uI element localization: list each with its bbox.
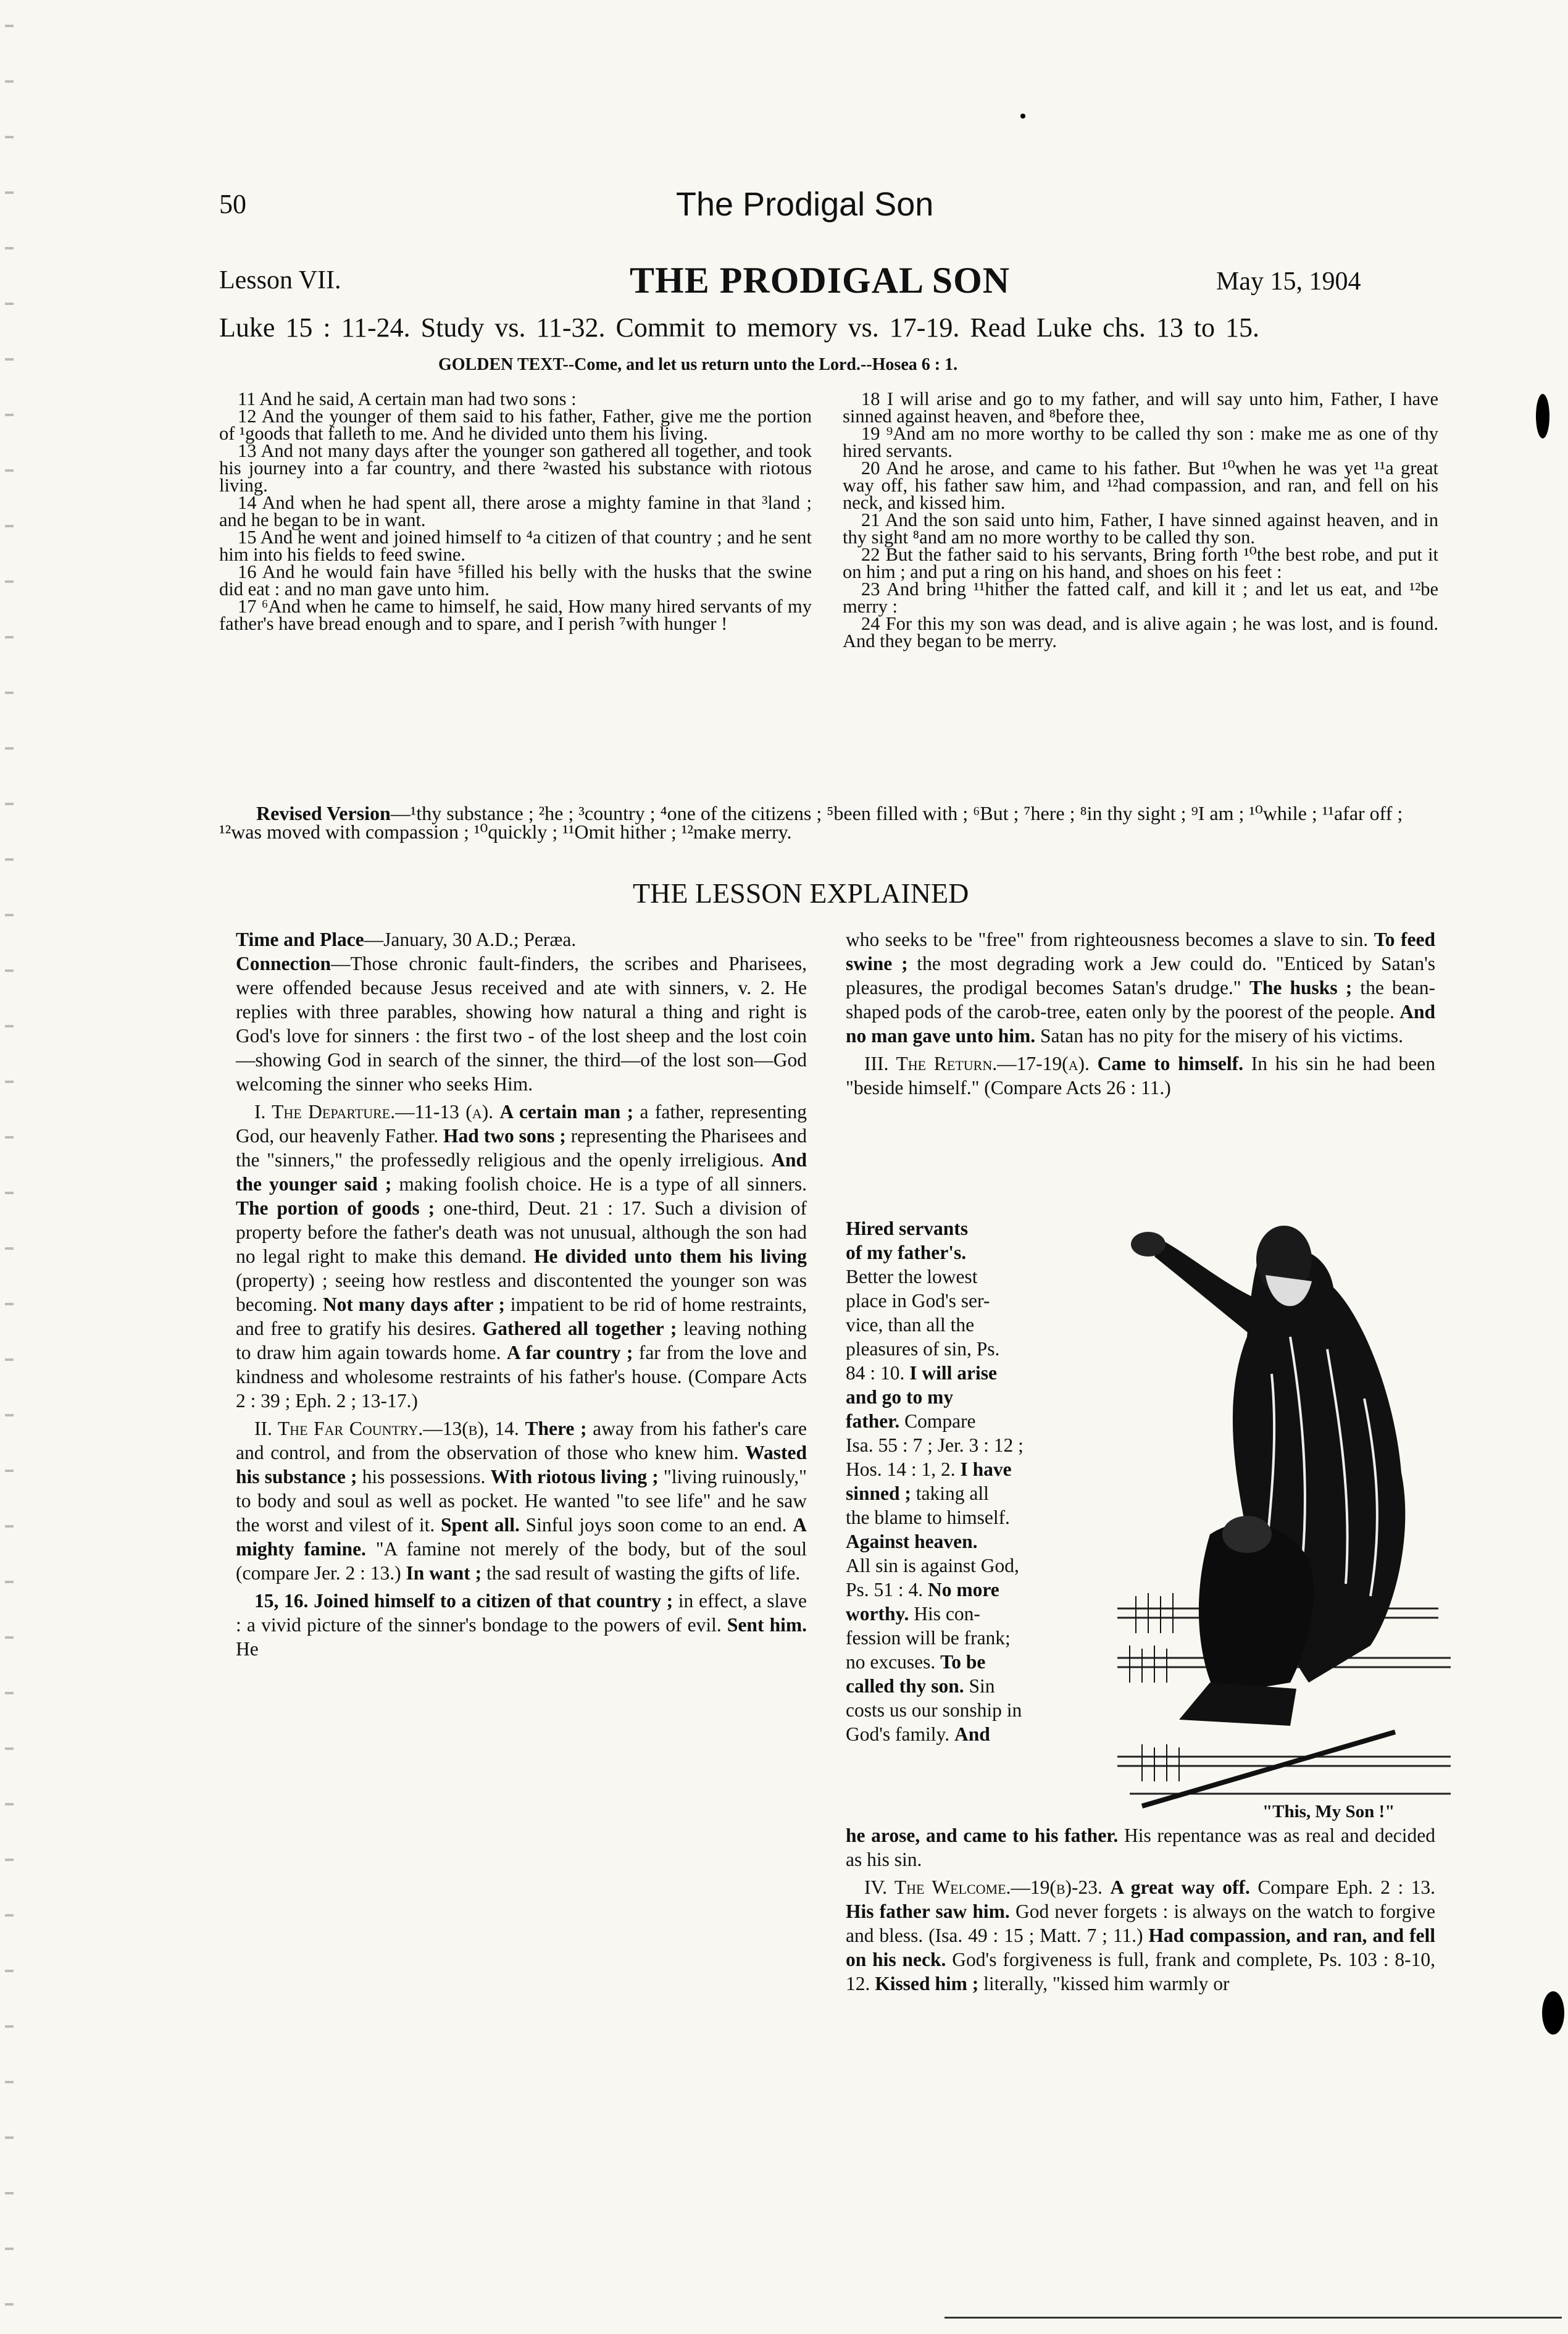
wrap-line [846,1457,1105,1481]
reference-line: Luke 15 : 11-24. Study vs. 11-32. Commit to memory vs. 17-19. Read Luke chs. 13 to 15. [219,312,1260,343]
gloss: Sin [964,1675,995,1697]
gloss: pleasures of sin, Ps. [846,1338,1000,1360]
term: father. [846,1410,900,1432]
gloss: Hos. 14 : 1, 2. [846,1458,961,1480]
explanation-right-column-lower [846,1823,1435,1996]
return-heading: III. The Return.—17-19(a). [864,1053,1090,1074]
term: To feed swine ; [846,929,1435,974]
margin-edge-marks [5,0,14,2334]
gloss: He [236,1638,259,1660]
gloss: Compare [899,1410,976,1432]
gloss: the most degrading work a Jew could do. "Enticed by Satan's pleasures, the prodigal becomes Satan's drudge." [846,953,1436,998]
verse: 20 And he arose, and came to his father. But ¹⁰when he was yet ¹¹a great way off, his father saw him, and ¹²had compassion, and ran, and fell on his neck, and kissed him. [843,458,1438,513]
term: And the younger said ; [236,1149,807,1195]
term: With riotous living ; [490,1466,659,1487]
wrap-line [846,1265,1105,1289]
gloss: Sinful joys soon come to an end. [519,1514,793,1536]
term: Against heaven. [846,1531,978,1552]
term: sinned ; [846,1483,911,1504]
verse: 17 ⁶And when he came to himself, he said, How many hired servants of my father's have bread enough and to spare, and I perish ⁷with hunger ! [219,596,812,634]
verse: 14 And when he had spent all, there arose a mighty famine in that ³land ; and he began to be in want. [219,492,812,530]
term: The husks ; [1249,977,1353,998]
term: The portion of goods ; [236,1197,435,1219]
departure-heading: I. The Departure.—11-13 (a). [254,1101,494,1123]
wrap-line [846,1505,1105,1529]
term: Wasted his substance ; [236,1442,807,1487]
wrap-line [846,1337,1105,1361]
bottom-rule [945,2317,1562,2319]
wrap-line [846,1722,1105,1746]
verse: 12 And the younger of them said to his father, Father, give me the portion of ¹goods that falleth to me. And he divided unto them his living. [219,406,812,444]
term: A mighty famine. [236,1514,807,1560]
term: he arose, and came to his father. [846,1825,1119,1846]
wrap-line [846,1674,1105,1698]
wrap-line [846,1289,1105,1313]
revised-version-label: Revised Version [256,802,391,824]
margin-blot [1542,1991,1564,2035]
term: Not many days after ; [322,1294,505,1315]
gloss: fession will be frank; [846,1627,1011,1649]
gloss: vice, than all the [846,1314,975,1336]
gloss: God's forgiveness is full, frank and complete, Ps. 103 : 8-10, 12. [846,1949,1435,1994]
wrap-line [846,1481,1105,1505]
term: Had two sons ; [443,1125,566,1147]
gloss: taking all [911,1483,989,1504]
wrap-line [846,1313,1105,1337]
gloss: Better the lowest [846,1266,978,1287]
wrap-line [846,1361,1105,1385]
gloss: Ps. 51 : 4. [846,1579,928,1600]
term: He divided unto them his living [533,1245,807,1267]
wrap-line [846,1578,1105,1602]
verse: 15 And he went and joined himself to ⁴a citizen of that country ; and he sent him into his fields to feed swine. [219,527,812,565]
page-number: 50 [219,189,246,219]
wrap-line [846,1698,1105,1722]
return-wrap-text [846,1216,1105,1746]
running-title: The Prodigal Son [676,186,934,223]
gloss: his possessions. [357,1466,491,1487]
gloss: impatient to be rid of home restraints, and free to gratify his desires. [236,1294,807,1339]
revised-version-text: —¹thy substance ; ²he ; ³country ; ⁴one of the citizens ; ⁵been filled with ; ⁶But ; ⁷here ; ⁸in thy sight ; ⁹I am ; ¹⁰while ; ¹¹afar off ; ¹²was moved with compassion ; ¹⁰quickly ; ¹¹Omit hither ; ¹²make merry. [219,802,1403,843]
lesson-date: May 15, 1904 [1216,267,1361,296]
gloss: far from the love and kindness and wholesome restraints of his father's house. (Compare Acts 2 : 39 ; Eph. 2 ; 13-17.) [236,1342,807,1412]
term: Gathered all together ; [482,1318,677,1339]
term: Kissed him ; [875,1973,979,1994]
wrap-line [846,1626,1105,1650]
gloss: His repentance was as real and decided as his sin. [846,1825,1436,1870]
wrap-line [846,1650,1105,1674]
term: In want ; [406,1562,482,1584]
term: A great way off. [1110,1876,1250,1898]
gloss: costs us our sonship in [846,1699,1022,1721]
verse: 24 For this my son was dead, and is alive again ; he was lost, and is found. And they began to be merry. [843,613,1438,651]
gloss: no excuses. [846,1651,941,1673]
term: worthy. [846,1603,909,1625]
wrap-line [846,1409,1105,1433]
explanation-right-column [846,927,1435,1100]
term: 15, 16. Joined himself to a citizen of that country ; [254,1590,673,1612]
term: Hired servants [846,1218,969,1239]
term: Sent him. [727,1614,807,1636]
term: There ; [525,1418,587,1439]
time-place-label: Time and Place [236,929,364,950]
gloss: "A famine not merely of the body, but of the soul (compare Jer. 2 : 13.) [236,1538,807,1584]
time-place-text: —January, 30 A.D.; Peræa. [364,929,577,950]
gloss: making foolish choice. He is a type of all sinners. [391,1173,807,1195]
gloss: literally, "kissed him warmly or [978,1973,1230,1994]
gloss: All sin is against God, [846,1555,1019,1576]
gloss: who seeks to be "free" from righteousness becomes a slave to sin. [846,929,1374,950]
term: And no man gave unto him. [846,1001,1435,1047]
term: of my father's. [846,1242,967,1263]
term: A far country ; [506,1342,633,1363]
wrap-line [846,1216,1105,1240]
term: Came to himself. [1097,1053,1243,1074]
gloss: the blame to himself. [846,1507,1010,1528]
term: A certain man ; [499,1101,634,1123]
explanation-left-column [236,927,807,1661]
margin-blot [1536,394,1549,438]
term: Spent all. [441,1514,520,1536]
wrap-line [846,1554,1105,1578]
gloss: in effect, a slave : a vivid picture of the sinner's bondage to the powers of evil. [236,1590,807,1636]
verse: 22 But the father said to his servants, Bring forth ¹⁰the best robe, and put it on him ; and put a ring on his hand, and shoes on his feet : [843,544,1438,582]
verse: 19 ⁹And am no more worthy to be called thy son : make me as one of thy hired servants. [843,423,1438,461]
far-country-heading: II. The Far Country.—13(b), 14. [254,1418,519,1439]
term: I have [960,1458,1012,1480]
scripture-right-column [843,390,1438,650]
lesson-title: THE PRODIGAL SON [630,260,1011,301]
term: His father saw him. [846,1901,1010,1922]
verse: 16 And he would fain have ⁵filled his belly with the husks that the swine did eat : and no man gave unto him. [219,561,812,600]
gloss: representing the Pharisees and the "sinners," the professedly religious and the openly irreligious. [236,1125,807,1171]
gloss: God's family. [846,1723,954,1745]
term: called thy son. [846,1675,964,1697]
gloss: God never forgets : is always on the watch to forgive and bless. (Isa. 49 : 15 ; Matt. 7 ; 11.) [846,1901,1435,1946]
gloss: one-third, Deut. 21 : 17. Such a division of property before the father's death was not unusual, although the son had no legal right to make this demand. [236,1197,807,1267]
term: To be [940,1651,986,1673]
term: No more [928,1579,999,1600]
lesson-number: Lesson VII. [219,266,341,295]
gloss: In his sin he had been "beside himself." (Compare Acts 26 : 11.) [846,1053,1436,1098]
golden-text: GOLDEN TEXT--Come, and let us return unto the Lord.--Hosea 6 : 1. [438,355,958,374]
gloss: "living ruinously," to body and soul as well as pocket. He wanted "to see life" and he saw the worst and vilest of it. [236,1466,807,1536]
welcome-heading: IV. The Welcome.—19(b)-23. [864,1876,1103,1898]
gloss: Isa. 55 : 7 ; Jer. 3 : 12 ; [846,1434,1024,1456]
connection-label: Connection [236,953,332,974]
gloss: (property) ; seeing how restless and discontented the younger son was becoming. [236,1269,807,1315]
gloss: place in God's ser- [846,1290,990,1311]
gloss: 84 : 10. [846,1362,910,1384]
wrap-line [846,1385,1105,1409]
verse: 18 I will arise and go to my father, and will say unto him, Father, I have sinned against heaven, and ⁸before thee, [843,388,1438,427]
gloss: the sad result of wasting the gifts of life. [482,1562,801,1584]
prodigal-son-illustration [1105,1213,1451,1831]
wrap-line [846,1240,1105,1265]
term: I will arise [909,1362,998,1384]
wrap-line [846,1602,1105,1626]
margin-dot [1020,114,1025,119]
gloss: a father, representing God, our heavenly Father. [236,1101,807,1147]
verse: 13 And not many days after the younger son gathered all together, and took his journey into a far country, and there ²wasted his substance with riotous living. [219,440,812,496]
term: And [954,1723,990,1745]
wrap-line [846,1529,1105,1554]
gloss: His con- [909,1603,980,1625]
verse: 21 And the son said unto him, Father, I have sinned against heaven, and in thy sight ⁸and am no more worthy to be called thy son. [843,509,1438,548]
connection-text: —Those chronic fault-finders, the scribes and Pharisees, were offended because Jesus received and ate with sinners, v. 2. He replies with three parables, showing how natural a thing and right is God's love for sinners : the first two - of the lost sheep and the lost coin—showing God in search of the sinner, the third—of the lost son—God welcoming the sinner who seeks Him. [236,953,807,1095]
illustration-caption: "This, My Son !" [1262,1802,1395,1822]
gloss: away from his father's care and control, and from the observation of those who knew him. [236,1418,807,1463]
revised-version [219,804,1448,841]
gloss: leaving nothing to draw him again towards home. [236,1318,807,1363]
scripture-left-column [219,390,812,632]
term: Had compassion, and ran, and fell on his neck. [846,1925,1435,1970]
wrap-line [846,1433,1105,1457]
verse: 11 And he said, A certain man had two sons : [238,388,577,409]
section-title: THE LESSON EXPLAINED [633,877,969,909]
gloss: Satan has no pity for the misery of his victims. [1035,1025,1403,1047]
term: and go to my [846,1386,954,1408]
gloss: Compare Eph. 2 : 13. [1249,1876,1435,1898]
gloss: the bean-shaped pods of the carob-tree, eaten only by the poorest of the people. [846,977,1435,1023]
verse: 23 And bring ¹¹hither the fatted calf, and kill it ; and let us eat, and ¹²be merry : [843,579,1438,617]
